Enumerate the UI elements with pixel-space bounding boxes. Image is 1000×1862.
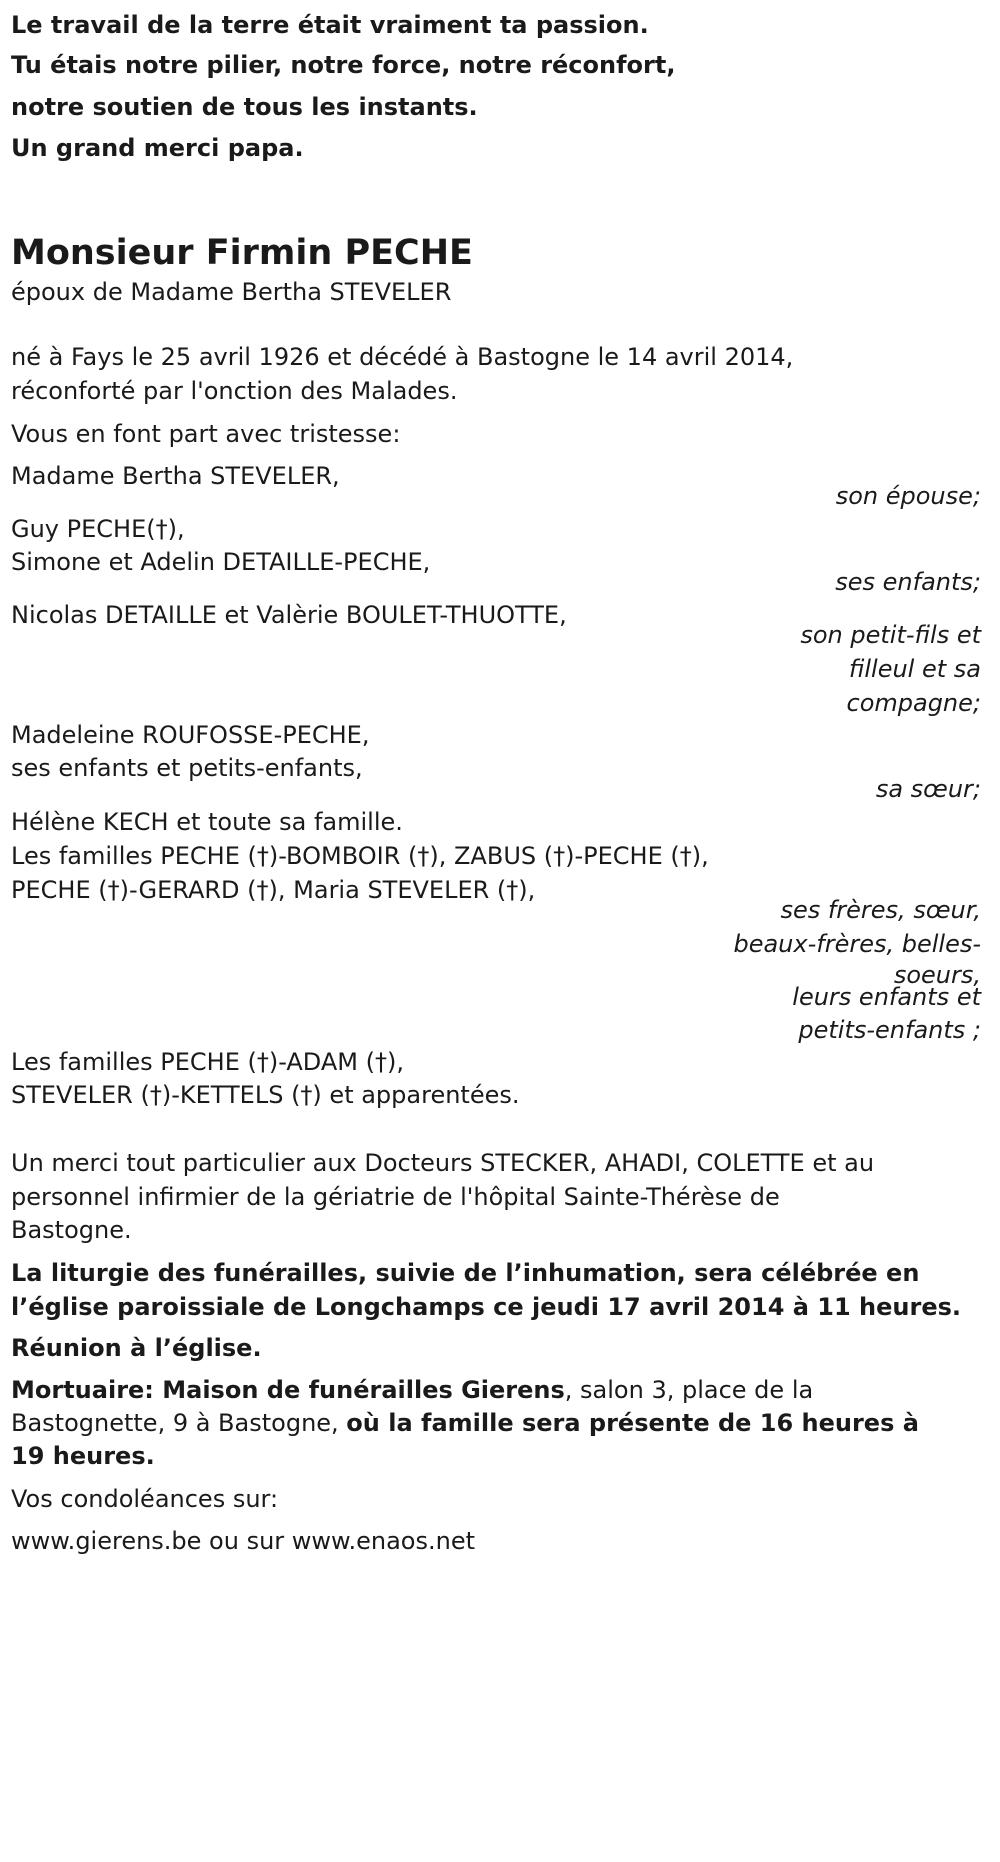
sister-name-1: Madeleine ROUFOSSE-PECHE, <box>11 721 370 749</box>
grandson-relation-1: son petit-fils et <box>800 621 981 649</box>
siblings-relation-5: petits-enfants ; <box>798 1016 981 1044</box>
grandson-relation-3: compagne; <box>846 689 981 717</box>
thanks-line-1: Un merci tout particulier aux Docteurs STECKER, AHADI, COLETTE et au <box>11 1149 875 1177</box>
siblings-relation-4: leurs enfants et <box>792 983 981 1011</box>
birth-death-line-1: né à Fays le 25 avril 1926 et décédé à Bastogne le 14 avril 2014, <box>11 343 794 371</box>
spouse-name: Madame Bertha STEVELER, <box>11 462 340 490</box>
siblings-name-3: PECHE (†)-GERARD (†), Maria STEVELER (†), <box>11 876 536 904</box>
intro-line-2: Tu étais notre pilier, notre force, notre réconfort, <box>11 51 676 79</box>
sister-name-2: ses enfants et petits-enfants, <box>11 754 363 782</box>
child-name-1: Guy PECHE(†), <box>11 515 185 543</box>
related-name-2: STEVELER (†)-KETTELS (†) et apparentées. <box>11 1081 520 1109</box>
meeting-line: Réunion à l’église. <box>11 1334 262 1362</box>
mortuary-address-1: , salon 3, place de la <box>564 1376 814 1404</box>
intro-line-4: Un grand merci papa. <box>11 134 304 162</box>
siblings-relation-1: ses frères, sœur, <box>780 896 981 924</box>
mortuary-address-2: Bastognette, 9 à Bastogne, <box>11 1409 347 1437</box>
child-name-2: Simone et Adelin DETAILLE-PECHE, <box>11 548 431 576</box>
liturgy-line-1: La liturgie des funérailles, suivie de l’inhumation, sera célébrée en <box>11 1259 920 1287</box>
condolences-label: Vos condoléances sur: <box>11 1485 279 1513</box>
intro-line-1: Le travail de la terre était vraiment ta passion. <box>11 11 649 39</box>
grandson-name: Nicolas DETAILLE et Valèrie BOULET-THUOTTE, <box>11 601 567 629</box>
thanks-line-2: personnel infirmier de la gériatrie de l'hôpital Sainte-Thérèse de <box>11 1183 780 1211</box>
mortuary-line-2 <box>11 1406 919 1440</box>
mortuary-line-1 <box>11 1373 813 1407</box>
announce-line: Vous en font part avec tristesse: <box>11 420 401 448</box>
children-relation: ses enfants; <box>835 568 981 596</box>
liturgy-line-2: l’église paroissiale de Longchamps ce jeudi 17 avril 2014 à 11 heures. <box>11 1293 962 1321</box>
birth-death-line-2: réconforté par l'onction des Malades. <box>11 377 458 405</box>
related-name-1: Les familles PECHE (†)-ADAM (†), <box>11 1048 404 1076</box>
spouse-relation: son épouse; <box>835 482 981 510</box>
mortuary-label: Mortuaire: Maison de funérailles Gierens <box>11 1376 565 1404</box>
mortuary-presence-2: 19 heures. <box>11 1442 155 1470</box>
intro-line-3: notre soutien de tous les instants. <box>11 93 478 121</box>
sister-relation: sa sœur; <box>875 775 981 803</box>
siblings-relation-2: beaux-frères, belles- <box>733 930 981 958</box>
siblings-name-1: Hélène KECH et toute sa famille. <box>11 808 403 836</box>
condolences-sites: www.gierens.be ou sur www.enaos.net <box>11 1527 475 1555</box>
grandson-relation-2: filleul et sa <box>848 655 981 683</box>
siblings-name-2: Les familles PECHE (†)-BOMBOIR (†), ZABUS (†)-PECHE (†), <box>11 842 709 870</box>
deceased-name: Monsieur Firmin PECHE <box>11 233 473 273</box>
spouse-line: époux de Madame Bertha STEVELER <box>11 278 452 306</box>
mortuary-presence-1: où la famille sera présente de 16 heures à <box>346 1409 919 1437</box>
siblings-relation-3: soeurs, <box>893 961 981 989</box>
thanks-line-3: Bastogne. <box>11 1216 132 1244</box>
